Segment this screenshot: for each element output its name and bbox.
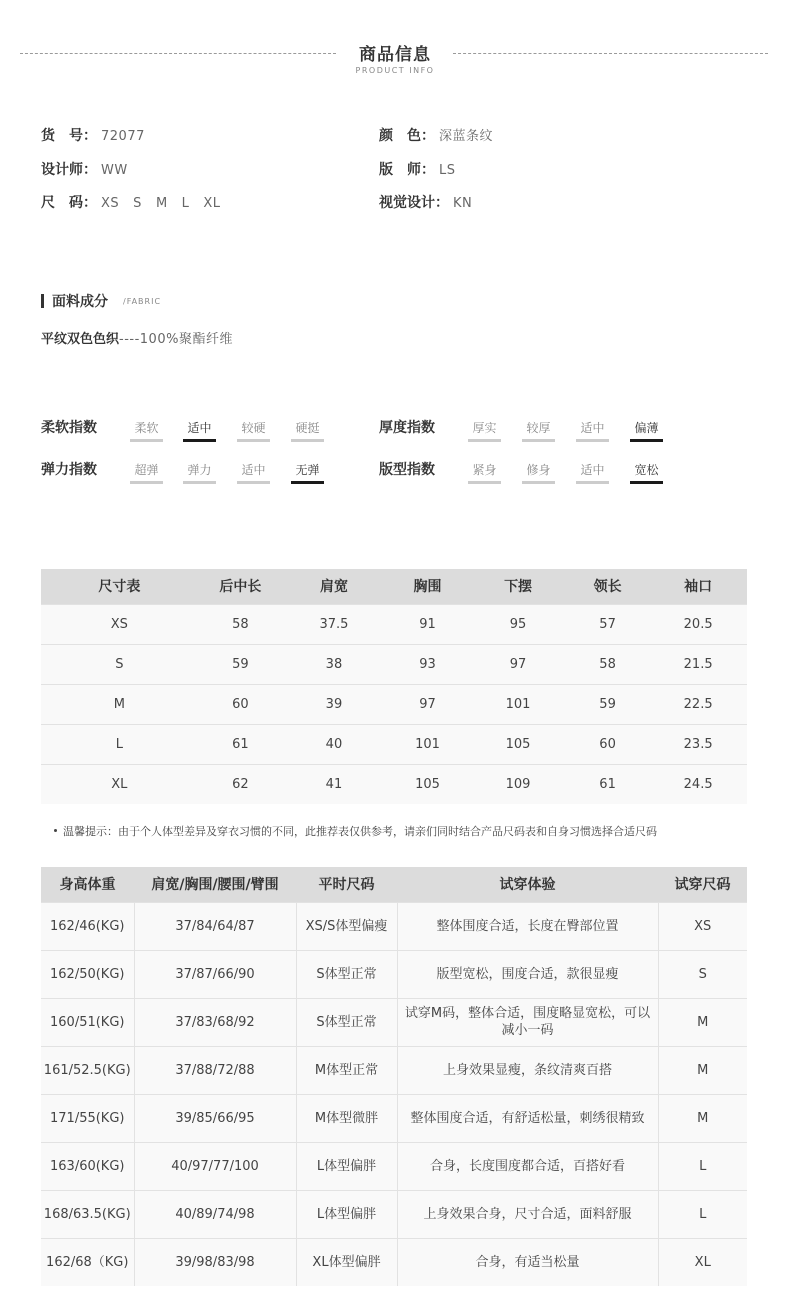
info-color bbox=[379, 126, 493, 146]
info-size bbox=[41, 193, 235, 213]
table-cell: 58 bbox=[198, 604, 283, 644]
table-cell: 60 bbox=[566, 724, 649, 764]
table-cell: 162/50(KG) bbox=[41, 950, 134, 998]
table-cell: 60 bbox=[198, 684, 283, 724]
table-cell: 合身，有适当松量 bbox=[397, 1238, 658, 1286]
column-header: 胸围 bbox=[385, 569, 470, 604]
table-row bbox=[41, 764, 747, 804]
table-cell: L bbox=[658, 1190, 747, 1238]
column-header: 下摆 bbox=[470, 569, 566, 604]
info-value: WW bbox=[101, 163, 128, 178]
info-value: 深蓝条纹 bbox=[439, 129, 494, 144]
table-cell: M bbox=[658, 1094, 747, 1142]
table-cell: XS/S体型偏瘦 bbox=[296, 902, 397, 950]
info-item-no bbox=[41, 126, 145, 146]
table-cell: 162/68（KG) bbox=[41, 1238, 134, 1286]
size-table bbox=[41, 569, 747, 804]
try-on-table bbox=[41, 867, 747, 1286]
table-cell: 41 bbox=[283, 764, 385, 804]
info-label: 颜 色： bbox=[379, 128, 435, 144]
size-tip bbox=[57, 823, 657, 839]
size-tip-text: 温馨提示：由于个人体型差异及穿衣习惯的不同，此推荐表仅供参考，请亲们同时结合产品尺码表和自身习惯选择合适尺码 bbox=[63, 825, 657, 838]
column-header: 平时尺码 bbox=[296, 867, 397, 902]
size-option: S bbox=[133, 196, 142, 211]
table-row bbox=[41, 604, 747, 644]
table-cell: 23.5 bbox=[649, 724, 747, 764]
table-cell: 整体围度合适，有舒适松量，刺绣很精致 bbox=[397, 1094, 658, 1142]
table-row bbox=[41, 1046, 747, 1094]
table-cell: 上身效果显瘦，条纹清爽百搭 bbox=[397, 1046, 658, 1094]
table-cell: 62 bbox=[198, 764, 283, 804]
table-row bbox=[41, 1142, 747, 1190]
table-cell: L体型偏胖 bbox=[296, 1142, 397, 1190]
fabric-name: 平纹双色色织 bbox=[41, 332, 120, 347]
softness-option: 柔软 bbox=[130, 419, 163, 442]
table-cell: 160/51(KG) bbox=[41, 998, 134, 1046]
table-cell: 上身效果合身，尺寸合适，面料舒服 bbox=[397, 1190, 658, 1238]
fabric-description bbox=[41, 328, 233, 347]
info-label: 视觉设计： bbox=[379, 195, 449, 211]
table-cell: 37/84/64/87 bbox=[134, 902, 296, 950]
table-cell: 105 bbox=[385, 764, 470, 804]
table-cell: 101 bbox=[470, 684, 566, 724]
table-cell: 109 bbox=[470, 764, 566, 804]
fit-option: 适中 bbox=[576, 461, 609, 484]
size-list bbox=[101, 194, 235, 214]
softness-index-label: 柔软指数 bbox=[41, 420, 97, 436]
table-cell: L bbox=[658, 1142, 747, 1190]
table-cell: 试穿M码，整体合适，围度略显宽松，可以减小一码 bbox=[397, 998, 658, 1046]
table-row bbox=[41, 902, 747, 950]
table-cell: 162/46(KG) bbox=[41, 902, 134, 950]
fit-index-label: 版型指数 bbox=[379, 462, 435, 478]
table-cell: S bbox=[658, 950, 747, 998]
table-cell: 37.5 bbox=[283, 604, 385, 644]
info-value: 72077 bbox=[101, 129, 145, 144]
info-label: 版 师： bbox=[379, 162, 435, 178]
column-header: 尺寸表 bbox=[41, 569, 198, 604]
table-cell: 21.5 bbox=[649, 644, 747, 684]
table-cell: M体型正常 bbox=[296, 1046, 397, 1094]
info-designer bbox=[41, 160, 128, 180]
table-row bbox=[41, 644, 747, 684]
table-cell: 91 bbox=[385, 604, 470, 644]
info-visual-design bbox=[379, 193, 472, 213]
column-header: 领长 bbox=[566, 569, 649, 604]
column-header: 袖口 bbox=[649, 569, 747, 604]
softness-option: 适中 bbox=[183, 419, 216, 442]
softness-option: 较硬 bbox=[237, 419, 270, 442]
table-cell: 整体围度合适，长度在臀部位置 bbox=[397, 902, 658, 950]
size-option: L bbox=[181, 196, 190, 211]
elasticity-option: 适中 bbox=[237, 461, 270, 484]
table-cell: 97 bbox=[385, 684, 470, 724]
table-cell: 61 bbox=[198, 724, 283, 764]
table-cell: 58 bbox=[566, 644, 649, 684]
elasticity-option: 超弹 bbox=[130, 461, 163, 484]
fabric-composition: ----100%聚酯纤维 bbox=[119, 332, 233, 347]
table-cell: 版型宽松，围度合适，款很显瘦 bbox=[397, 950, 658, 998]
table-cell: L bbox=[41, 724, 198, 764]
thickness-index-label: 厚度指数 bbox=[379, 420, 435, 436]
info-label: 尺 码： bbox=[41, 195, 97, 211]
table-cell: S bbox=[41, 644, 198, 684]
table-cell: 105 bbox=[470, 724, 566, 764]
table-cell: XS bbox=[41, 604, 198, 644]
thickness-option: 偏薄 bbox=[630, 419, 663, 442]
info-pattern-maker bbox=[379, 160, 456, 180]
page-title: 商品信息 bbox=[359, 45, 431, 65]
column-header: 试穿尺码 bbox=[658, 867, 747, 902]
size-option: XL bbox=[203, 196, 221, 211]
fabric-title: 面料成分 bbox=[52, 294, 108, 310]
info-value: LS bbox=[439, 163, 456, 178]
table-cell: 39/85/66/95 bbox=[134, 1094, 296, 1142]
table-header-row bbox=[41, 569, 747, 604]
table-row bbox=[41, 998, 747, 1046]
table-cell: L体型偏胖 bbox=[296, 1190, 397, 1238]
table-row bbox=[41, 1094, 747, 1142]
column-header: 肩宽 bbox=[283, 569, 385, 604]
column-header: 后中长 bbox=[198, 569, 283, 604]
table-cell: 61 bbox=[566, 764, 649, 804]
table-cell: XL bbox=[41, 764, 198, 804]
fabric-subtitle: /FABRIC bbox=[123, 297, 162, 306]
table-cell: 37/87/66/90 bbox=[134, 950, 296, 998]
table-cell: M bbox=[41, 684, 198, 724]
softness-option: 硬挺 bbox=[291, 419, 324, 442]
table-cell: 22.5 bbox=[649, 684, 747, 724]
table-cell: 40/89/74/98 bbox=[134, 1190, 296, 1238]
info-label: 设计师： bbox=[41, 162, 97, 178]
table-cell: 93 bbox=[385, 644, 470, 684]
table-cell: 40 bbox=[283, 724, 385, 764]
column-header: 试穿体验 bbox=[397, 867, 658, 902]
table-cell: 20.5 bbox=[649, 604, 747, 644]
thickness-option: 较厚 bbox=[522, 419, 555, 442]
table-cell: S体型正常 bbox=[296, 950, 397, 998]
section-marker bbox=[41, 294, 44, 308]
table-cell: 37/83/68/92 bbox=[134, 998, 296, 1046]
table-cell: 39 bbox=[283, 684, 385, 724]
table-cell: 合身，长度围度都合适，百搭好看 bbox=[397, 1142, 658, 1190]
fit-option: 修身 bbox=[522, 461, 555, 484]
page-subtitle: PRODUCT INFO bbox=[355, 66, 435, 75]
fit-option: 紧身 bbox=[468, 461, 501, 484]
thickness-option: 适中 bbox=[576, 419, 609, 442]
fit-option: 宽松 bbox=[630, 461, 663, 484]
info-label: 货 号： bbox=[41, 128, 97, 144]
table-cell: 37/88/72/88 bbox=[134, 1046, 296, 1094]
table-row bbox=[41, 950, 747, 998]
table-cell: 163/60(KG) bbox=[41, 1142, 134, 1190]
table-cell: 39/98/83/98 bbox=[134, 1238, 296, 1286]
table-cell: 24.5 bbox=[649, 764, 747, 804]
elasticity-index-label: 弹力指数 bbox=[41, 462, 97, 478]
table-cell: 101 bbox=[385, 724, 470, 764]
table-row bbox=[41, 1190, 747, 1238]
table-cell: 97 bbox=[470, 644, 566, 684]
table-cell: 40/97/77/100 bbox=[134, 1142, 296, 1190]
table-cell: 59 bbox=[566, 684, 649, 724]
size-option: M bbox=[155, 196, 168, 211]
info-value: KN bbox=[453, 196, 473, 211]
table-cell: XL bbox=[658, 1238, 747, 1286]
table-row bbox=[41, 1238, 747, 1286]
table-cell: M bbox=[658, 1046, 747, 1094]
thickness-option: 厚实 bbox=[468, 419, 501, 442]
size-option: XS bbox=[101, 196, 120, 211]
table-cell: 38 bbox=[283, 644, 385, 684]
elasticity-option: 无弹 bbox=[291, 461, 324, 484]
table-cell: 171/55(KG) bbox=[41, 1094, 134, 1142]
elasticity-option: 弹力 bbox=[183, 461, 216, 484]
table-row bbox=[41, 684, 747, 724]
table-cell: S体型正常 bbox=[296, 998, 397, 1046]
table-row bbox=[41, 724, 747, 764]
table-cell: 161/52.5(KG) bbox=[41, 1046, 134, 1094]
table-cell: 59 bbox=[198, 644, 283, 684]
table-cell: 57 bbox=[566, 604, 649, 644]
column-header: 身高体重 bbox=[41, 867, 134, 902]
column-header: 肩宽/胸围/腰围/臂围 bbox=[134, 867, 296, 902]
table-cell: XS bbox=[658, 902, 747, 950]
table-cell: XL体型偏胖 bbox=[296, 1238, 397, 1286]
table-cell: M bbox=[658, 998, 747, 1046]
table-header-row bbox=[41, 867, 747, 902]
table-cell: M体型微胖 bbox=[296, 1094, 397, 1142]
table-cell: 168/63.5(KG) bbox=[41, 1190, 134, 1238]
table-cell: 95 bbox=[470, 604, 566, 644]
